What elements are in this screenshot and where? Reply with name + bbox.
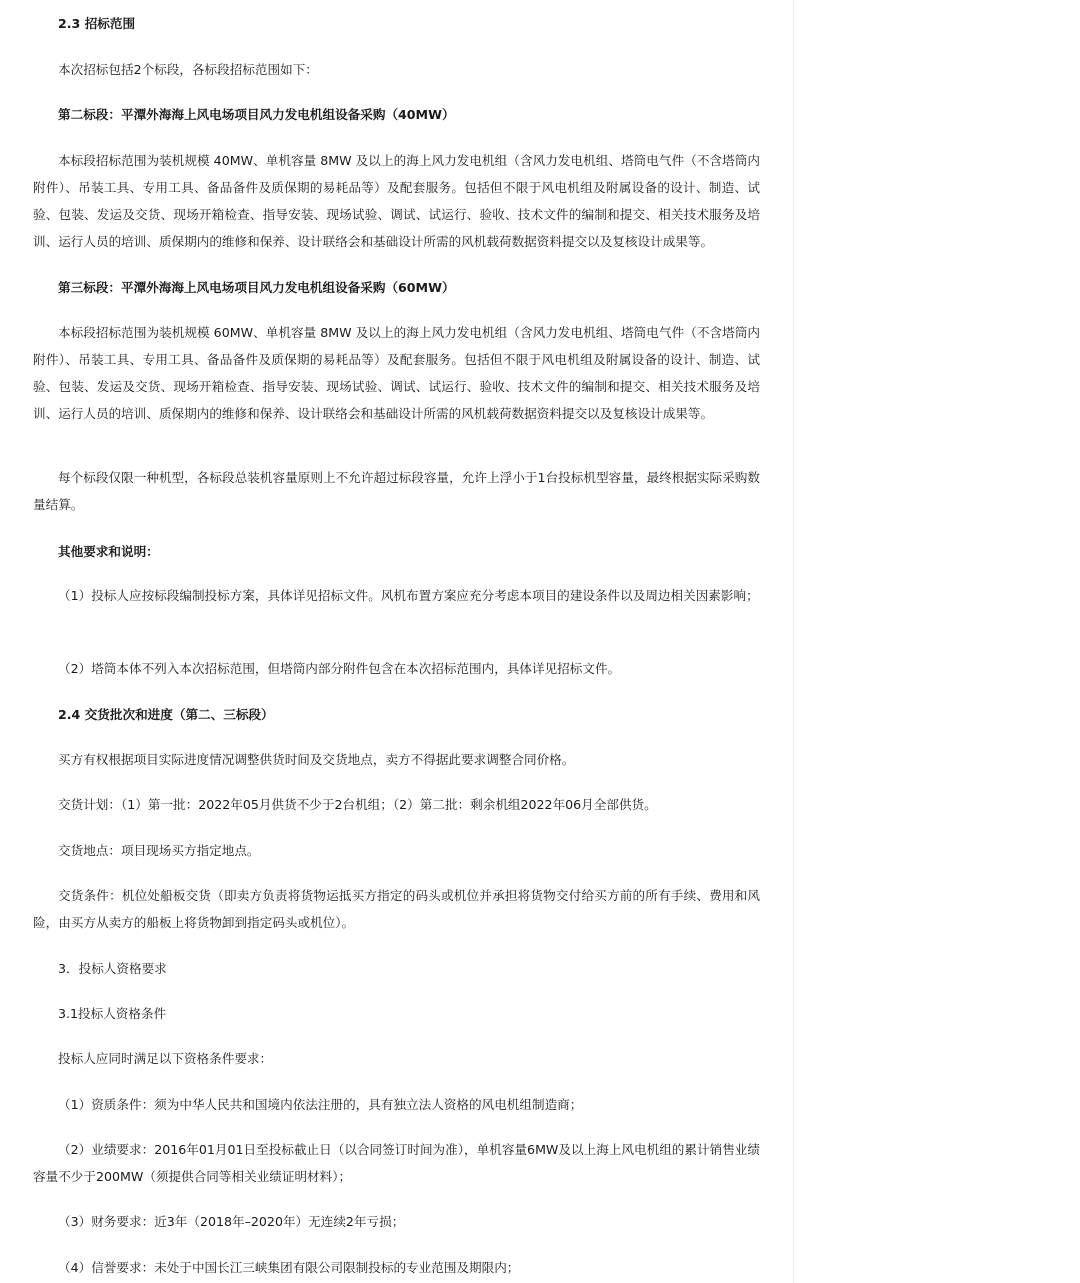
section-2-3-heading: 2.3 招标范围 [58,16,136,31]
delivery-terms: 交货条件：机位处船板交货（即卖方负责将货物运抵买方指定的码头或机位并承担将货物交付给买方前的所有手续、费用和风险，由买方从卖方的船板上将货物卸到指定码头或机位）。 [33,888,760,930]
qualification-requirement-1: （1）资质条件：须为中华人民共和国境内依法注册的，具有独立法人资格的风电机组制造商； [58,1097,583,1112]
capacity-note: 每个标段仅限一种机型，各标段总装机容量原则上不允许超过标段容量，允许上浮小于1台投标机型容量，最终根据实际采购数量结算。 [33,470,760,512]
delivery-adjustment: 买方有权根据项目实际进度情况调整供货时间及交货地点，卖方不得据此要求调整合同价格。 [58,752,575,767]
section-2-4-heading: 2.4 交货批次和进度（第二、三标段） [58,707,274,722]
qualification-requirement-2: （2）业绩要求：2016年01月01日至投标截止日（以合同签订时间为准），单机容量6MW及以上海上风电机组的累计销售业绩容量不少于200MW（须提供合同等相关业绩证明材料）； [33,1142,760,1184]
qualification-intro: 投标人应同时满足以下资格条件要求： [58,1051,273,1066]
other-requirements-title: 其他要求和说明： [58,544,159,559]
other-requirement-1: （1）投标人应按标段编制投标方案，具体详见招标文件。风机布置方案应充分考虑本项目的建设条件以及周边相关因素影响； [58,588,759,603]
section-3-heading: 3．投标人资格要求 [58,961,167,976]
lot-2-scope: 本标段招标范围为装机规模 40MW、单机容量 8MW 及以上的海上风力发电机组（含风力发电机组、塔筒电气件（不含塔筒内附件）、吊装工具、专用工具、备品备件及质保期的易耗品等）及配套服务。包括但不限于风电机组及附属设备的设计、制造、试验、包装、发运及交货、现场开箱检查、指导安装、现场试验、调试、试运行、验收、技术文件的编制和提交、相关技术服务及培训、运行人员的培训、质保期内的维修和保养、设计联络会和基础设计所需的风机载荷数据资料提交以及复核设计成果等。 [33,153,760,249]
other-requirement-2: （2）塔筒本体不列入本次招标范围，但塔筒内部分附件包含在本次招标范围内，具体详见招标文件。 [58,661,621,676]
delivery-location: 交货地点：项目现场买方指定地点。 [58,843,260,858]
qualification-requirement-3: （3）财务要求：近3年（2018年–2020年）无连续2年亏损； [58,1214,405,1229]
page-right-divider [793,0,794,1283]
lot-3-title: 第三标段：平潭外海海上风电场项目风力发电机组设备采购（60MW） [58,280,455,295]
section-3-1-heading: 3.1投标人资格条件 [58,1006,167,1021]
qualification-requirement-4: （4）信誉要求：未处于中国长江三峡集团有限公司限制投标的专业范围及期限内； [58,1260,520,1275]
delivery-plan: 交货计划：（1）第一批：2022年05月供货不少于2台机组；（2）第二批：剩余机组2022年06月全部供货。 [58,797,657,812]
lot-3-scope: 本标段招标范围为装机规模 60MW、单机容量 8MW 及以上的海上风力发电机组（含风力发电机组、塔筒电气件（不含塔筒内附件）、吊装工具、专用工具、备品备件及质保期的易耗品等）及配套服务。包括但不限于风电机组及附属设备的设计、制造、试验、包装、发运及交货、现场开箱检查、指导安装、现场试验、调试、试运行、验收、技术文件的编制和提交、相关技术服务及培训、运行人员的培训、质保期内的维修和保养、设计联络会和基础设计所需的风机载荷数据资料提交以及复核设计成果等。 [33,325,760,421]
scope-intro: 本次招标包括2个标段，各标段招标范围如下： [58,62,318,77]
lot-2-title: 第二标段：平潭外海海上风电场项目风力发电机组设备采购（40MW） [58,107,455,122]
